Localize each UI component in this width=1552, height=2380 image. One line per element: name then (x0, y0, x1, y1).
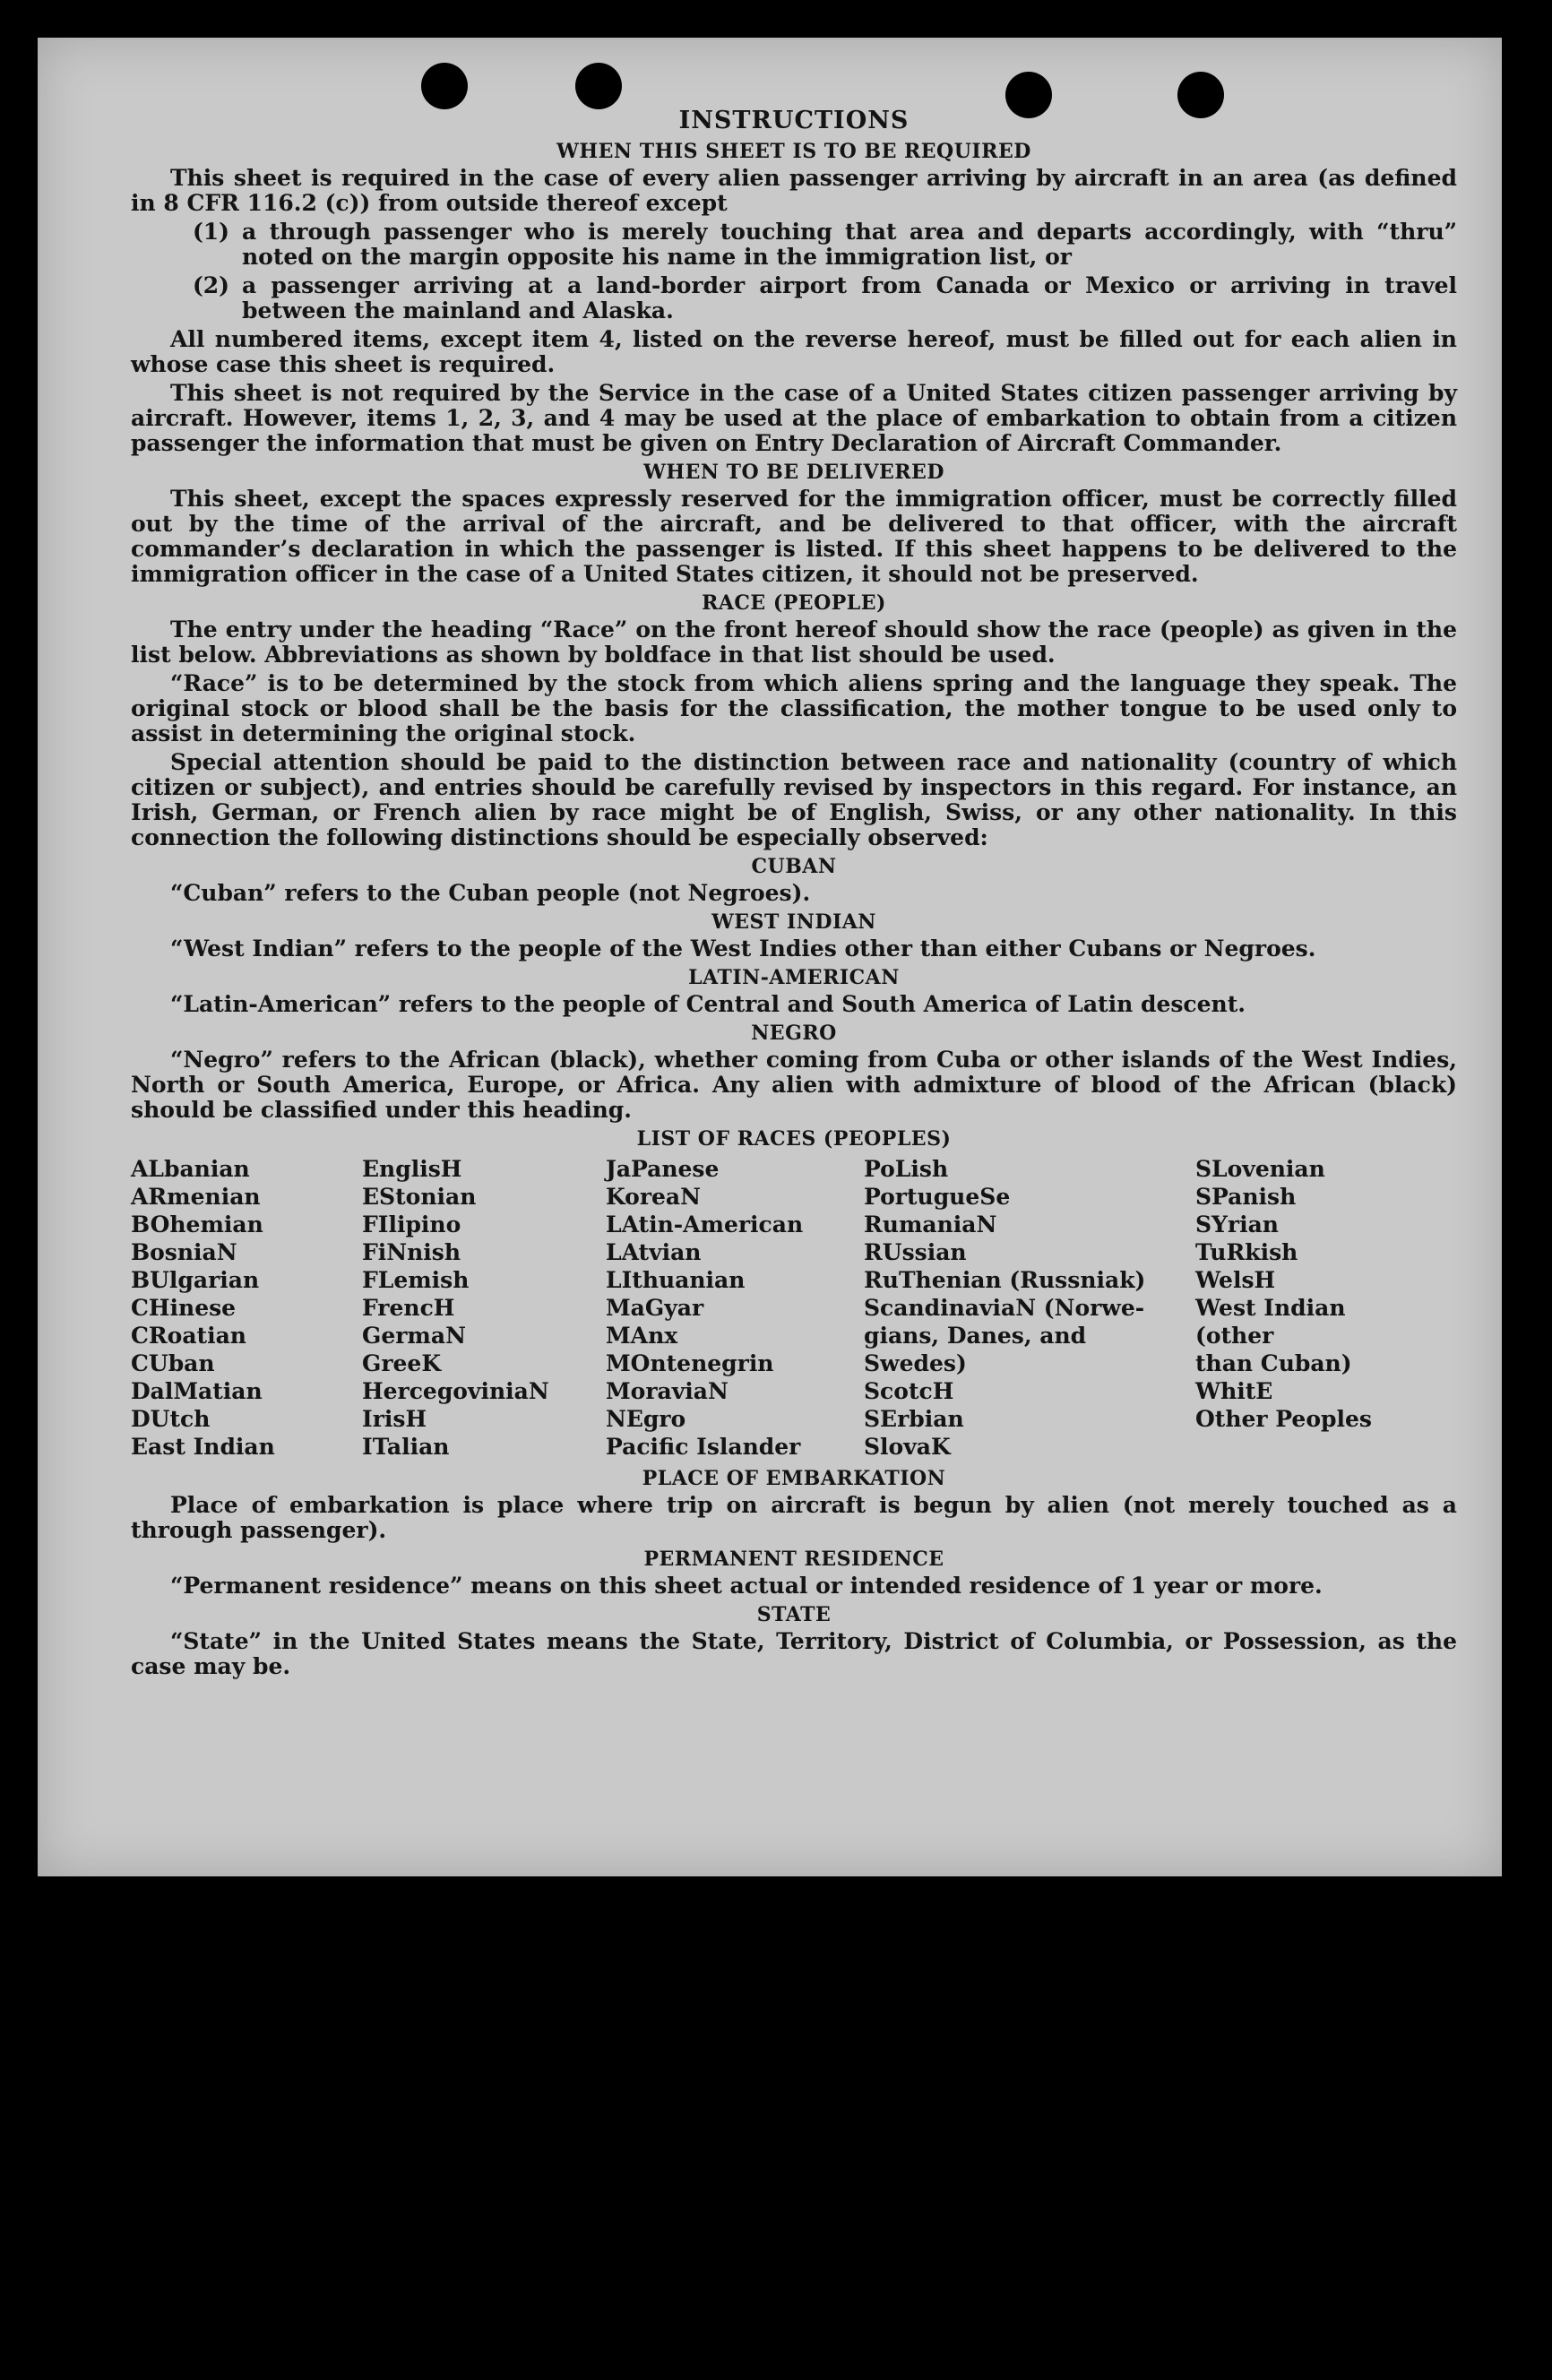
paragraph: This sheet is required in the case of every alien passenger arriving by aircraft in an area (as defined in 8 CFR 116.2 (c)) from outside thereof except (131, 165, 1457, 216)
race-entry: BUlgarian (131, 1267, 260, 1293)
section-heading: WHEN THIS SHEET IS TO BE REQUIRED (556, 140, 1031, 163)
race-entry: MOntenegrin (606, 1350, 774, 1376)
section-heading: CUBAN (751, 855, 837, 878)
race-entry: Pacific Islander (606, 1434, 801, 1460)
race-entry: FIlipino (362, 1212, 461, 1237)
paragraph: Special attention should be paid to the distinction between race and nationality (country of which citizen or subject), and entries should be carefully revised by inspectors in this regard. For instance, an Irish, German, or French alien by race might be of English, Swiss, or any other nationality. In this connection the following distinctions should be especially observed: (131, 749, 1457, 850)
item-text: a passenger arriving at a land-border airport from Canada or Mexico or arriving in travel between the mainland and Alaska. (242, 272, 1457, 323)
section-heading: WHEN TO BE DELIVERED (643, 461, 944, 484)
race-entry: WelsH (1195, 1267, 1276, 1293)
race-entry: KoreaN (606, 1184, 701, 1210)
race-entry: Other Peoples (1195, 1406, 1372, 1432)
race-entry: ITalian (362, 1434, 450, 1460)
races-column (131, 1155, 362, 1461)
section-heading: STATE (756, 1603, 832, 1626)
paragraph: “Permanent residence” means on this sheet actual or intended residence of 1 year or more. (170, 1573, 1323, 1599)
race-entry: ScandinaviaN (Norwe- gians, Danes, and Swedes) (864, 1295, 1145, 1376)
race-entry: CRoatian (131, 1323, 246, 1349)
races-list (131, 1155, 1457, 1461)
paragraph: All numbered items, except item 4, listed on the reverse hereof, must be filled out for each alien in whose case this sheet is required. (131, 326, 1457, 377)
document-sheet (38, 38, 1502, 1876)
race-entry: NEgro (606, 1406, 686, 1432)
item-text: a through passenger who is merely touching that area and departs accordingly, with “thru” noted on the margin opposite his name in the immigration list, or (242, 219, 1457, 270)
race-entry: SPanish (1195, 1184, 1297, 1210)
races-column (864, 1155, 1195, 1461)
punch-hole (421, 63, 468, 109)
race-entry: MAnx (606, 1323, 678, 1349)
race-entry: BosniaN (131, 1239, 237, 1265)
races-column (1195, 1155, 1428, 1461)
punch-hole (575, 63, 622, 109)
paragraph: “Race” is to be determined by the stock from which aliens spring and the language they speak. The original stock or blood shall be the basis for the classification, the mother tongue to be used only to assist in determining the original stock. (131, 670, 1457, 746)
paragraph: The entry under the heading “Race” on the front hereof should show the race (people) as given in the list below. Abbreviations as shown by boldface in that list should be used. (131, 617, 1457, 668)
race-entry: ALbanian (131, 1156, 250, 1182)
race-entry: HercegoviniaN (362, 1378, 549, 1404)
race-entry: IrisH (362, 1406, 427, 1432)
race-entry: CUban (131, 1350, 215, 1376)
race-entry: RumaniaN (864, 1212, 997, 1237)
race-entry: ScotcH (864, 1378, 954, 1404)
section-heading: PERMANENT RESIDENCE (643, 1548, 944, 1571)
paragraph: “Negro” refers to the African (black), whether coming from Cuba or other islands of the West Indies, North or South America, Europe, or Africa. Any alien with admixture of blood of the African (black) should be classified under this heading. (131, 1047, 1457, 1123)
section-heading: PLACE OF EMBARKATION (642, 1467, 946, 1490)
paragraph: “Latin-American” refers to the people of Central and South America of Latin descent. (170, 991, 1246, 1017)
race-entry: East Indian (131, 1434, 275, 1460)
race-entry: LAtvian (606, 1239, 702, 1265)
race-entry: PoLish (864, 1156, 949, 1182)
races-column (606, 1155, 864, 1461)
race-entry: RuThenian (Russniak) (864, 1267, 1146, 1293)
paragraph: “Cuban” refers to the Cuban people (not Negroes). (170, 880, 811, 906)
race-entry: DalMatian (131, 1378, 263, 1404)
race-entry: SYrian (1195, 1212, 1279, 1237)
section-heading: RACE (PEOPLE) (702, 591, 886, 615)
section-heading: NEGRO (751, 1022, 837, 1045)
race-entry: PortugueSe (864, 1184, 1011, 1210)
race-entry: LIthuanian (606, 1267, 746, 1293)
paragraph: This sheet, except the spaces expressly reserved for the immigration officer, must be correctly filled out by the time of the arrival of the aircraft, and be delivered to that officer, with the aircraft commander’s declaration in which the passenger is listed. If this sheet happens to be delivered to the immigration officer in the case of a United States citizen, it should not be preserved. (131, 486, 1457, 587)
race-entry: TuRkish (1195, 1239, 1298, 1265)
item-number: (1) (192, 219, 229, 245)
race-entry: CHinese (131, 1295, 237, 1321)
race-entry: West Indian (other than Cuban) (1195, 1295, 1352, 1376)
race-entry: SLovenian (1195, 1156, 1325, 1182)
race-entry: DUtch (131, 1406, 211, 1432)
race-entry: LAtin-American (606, 1212, 804, 1237)
race-entry: FLemish (362, 1267, 470, 1293)
race-entry: GreeK (362, 1350, 442, 1376)
race-entry: WhitE (1195, 1378, 1273, 1404)
list-item (131, 220, 1457, 270)
race-entry: MoraviaN (606, 1378, 729, 1404)
race-entry: ARmenian (131, 1184, 261, 1210)
paragraph: “West Indian” refers to the people of the West Indies other than either Cubans or Negroes. (170, 936, 1316, 961)
page-title: INSTRUCTIONS (678, 107, 910, 134)
item-number: (2) (192, 272, 229, 298)
race-entry: FiNnish (362, 1239, 461, 1265)
list-item (131, 273, 1457, 323)
race-entry: SlovaK (864, 1434, 951, 1460)
race-entry: RUssian (864, 1239, 967, 1265)
race-entry: GermaN (362, 1323, 466, 1349)
race-entry: SErbian (864, 1406, 964, 1432)
paragraph: This sheet is not required by the Service in the case of a United States citizen passenger arriving by aircraft. However, items 1, 2, 3, and 4 may be used at the place of embarkation to obtain from a citizen passenger the information that must be given on Entry Declaration of Aircraft Commander. (131, 380, 1457, 456)
section-heading: WEST INDIAN (711, 910, 876, 934)
paragraph: Place of embarkation is place where trip on aircraft is begun by alien (not merely touched as a through passenger). (131, 1492, 1457, 1543)
section-heading: LIST OF RACES (PEOPLES) (636, 1127, 952, 1151)
race-entry: JaPanese (606, 1156, 720, 1182)
instructions-content (131, 105, 1457, 1683)
race-entry: FrencH (362, 1295, 455, 1321)
section-heading: LATIN-AMERICAN (688, 966, 900, 989)
race-entry: EnglisH (362, 1156, 462, 1182)
race-entry: EStonian (362, 1184, 477, 1210)
race-entry: MaGyar (606, 1295, 704, 1321)
race-entry: BOhemian (131, 1212, 263, 1237)
races-column (362, 1155, 606, 1461)
paragraph: “State” in the United States means the State, Territory, District of Columbia, or Possession, as the case may be. (131, 1628, 1457, 1679)
